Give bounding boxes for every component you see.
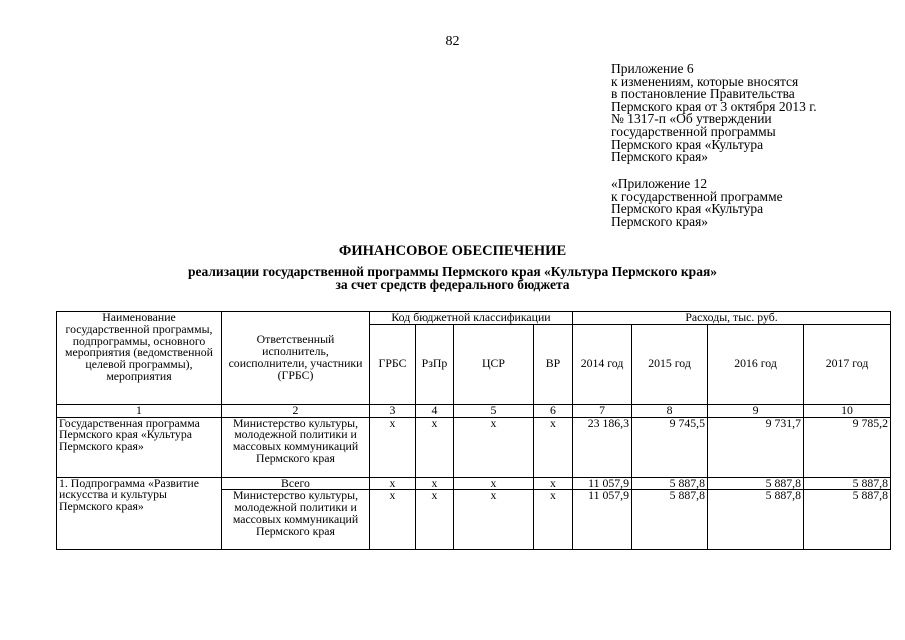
appendix-line: Пермского края»	[611, 149, 709, 165]
cell-2015: 5 887,8	[632, 477, 708, 490]
row-name: 1. Подпрограмма «Развитие искусства и культуры Пермского края»	[57, 477, 222, 550]
header-vr: ВР	[534, 324, 573, 404]
cell-2014: 11 057,9	[573, 477, 632, 490]
appendix-line: Пермского края от 3 октября 2013 г.	[611, 98, 817, 114]
appendix-line: № 1317-п «Об утверждении	[611, 111, 772, 127]
document-subtitle: за счет средств федерального бюджета	[335, 277, 570, 292]
appendix-line: Пермского края «Культура	[611, 136, 764, 152]
appendix-line: к государственной программе	[611, 188, 783, 204]
appendix-block	[611, 63, 901, 164]
cell-2014: 11 057,9	[573, 490, 632, 550]
column-number: 7	[573, 404, 632, 417]
cell-2015: 5 887,8	[632, 490, 708, 550]
header-2015: 2015 год	[632, 324, 708, 404]
cell-vr: х	[534, 490, 573, 550]
header-grbs: ГРБС	[370, 324, 416, 404]
column-number: 3	[370, 404, 416, 417]
column-number: 5	[454, 404, 534, 417]
cell-grbs: х	[370, 477, 416, 490]
appendix-line: «Приложение 12	[611, 176, 708, 191]
appendix-line: к изменениям, которые вносятся	[611, 73, 799, 89]
column-number: 9	[708, 404, 804, 417]
row-responsible: Всего	[222, 477, 370, 490]
column-number: 6	[534, 404, 573, 417]
cell-2016: 5 887,8	[708, 490, 804, 550]
header-expenses: Расходы, тыс. руб.	[573, 312, 891, 325]
document-subtitle: реализации государственной программы Пермского края «Культура Пермского края»	[187, 264, 717, 279]
appendix-line: в постановление Правительства	[611, 86, 795, 102]
cell-csr: х	[454, 490, 534, 550]
header-2014: 2014 год	[573, 324, 632, 404]
table-row	[57, 417, 891, 477]
column-number: 2	[222, 404, 370, 417]
cell-csr: х	[454, 477, 534, 490]
appendix-line: государственной программы	[611, 123, 776, 139]
appendix-line: Приложение 6	[611, 61, 694, 76]
cell-grbs: х	[370, 490, 416, 550]
cell-2016: 5 887,8	[708, 477, 804, 490]
appendix-block-second	[611, 178, 901, 228]
column-number: 4	[416, 404, 454, 417]
header-csr: ЦСР	[454, 324, 534, 404]
cell-rzpr: х	[416, 490, 454, 550]
header-rzpr: РзПр	[416, 324, 454, 404]
cell-2017: 5 887,8	[804, 477, 891, 490]
cell-vr: х	[534, 417, 573, 477]
cell-csr: х	[454, 417, 534, 477]
cell-2014: 23 186,3	[573, 417, 632, 477]
column-number: 8	[632, 404, 708, 417]
cell-2016: 9 731,7	[708, 417, 804, 477]
row-responsible: Министерство культуры, молодежной политики и массовых коммуникаций Пермского края	[222, 490, 370, 550]
cell-rzpr: х	[416, 477, 454, 490]
cell-2015: 9 745,5	[632, 417, 708, 477]
header-responsible: Ответственный исполнитель, соисполнители, участники (ГРБС)	[222, 312, 370, 405]
cell-grbs: х	[370, 417, 416, 477]
header-name: Наименование государственной программы, подпрограммы, основного мероприятия (ведомственной целевой программы), мероприятия	[57, 312, 222, 405]
cell-2017: 5 887,8	[804, 490, 891, 550]
header-2017: 2017 год	[804, 324, 891, 404]
row-responsible: Министерство культуры, молодежной политики и массовых коммуникаций Пермского края	[222, 417, 370, 477]
header-2016: 2016 год	[708, 324, 804, 404]
column-number: 10	[804, 404, 891, 417]
header-budget-code: Код бюджетной классификации	[370, 312, 573, 325]
appendix-line: Пермского края «Культура	[611, 201, 764, 217]
financing-table	[56, 311, 891, 550]
cell-vr: х	[534, 477, 573, 490]
appendix-line: Пермского края»	[611, 213, 709, 229]
cell-rzpr: х	[416, 417, 454, 477]
document-title: ФИНАНСОВОЕ ОБЕСПЕЧЕНИЕ	[338, 243, 567, 259]
column-number: 1	[57, 404, 222, 417]
page-number: 82	[445, 34, 460, 49]
cell-2017: 9 785,2	[804, 417, 891, 477]
row-name: Государственная программа Пермского края «Культура Пермского края»	[57, 417, 222, 477]
